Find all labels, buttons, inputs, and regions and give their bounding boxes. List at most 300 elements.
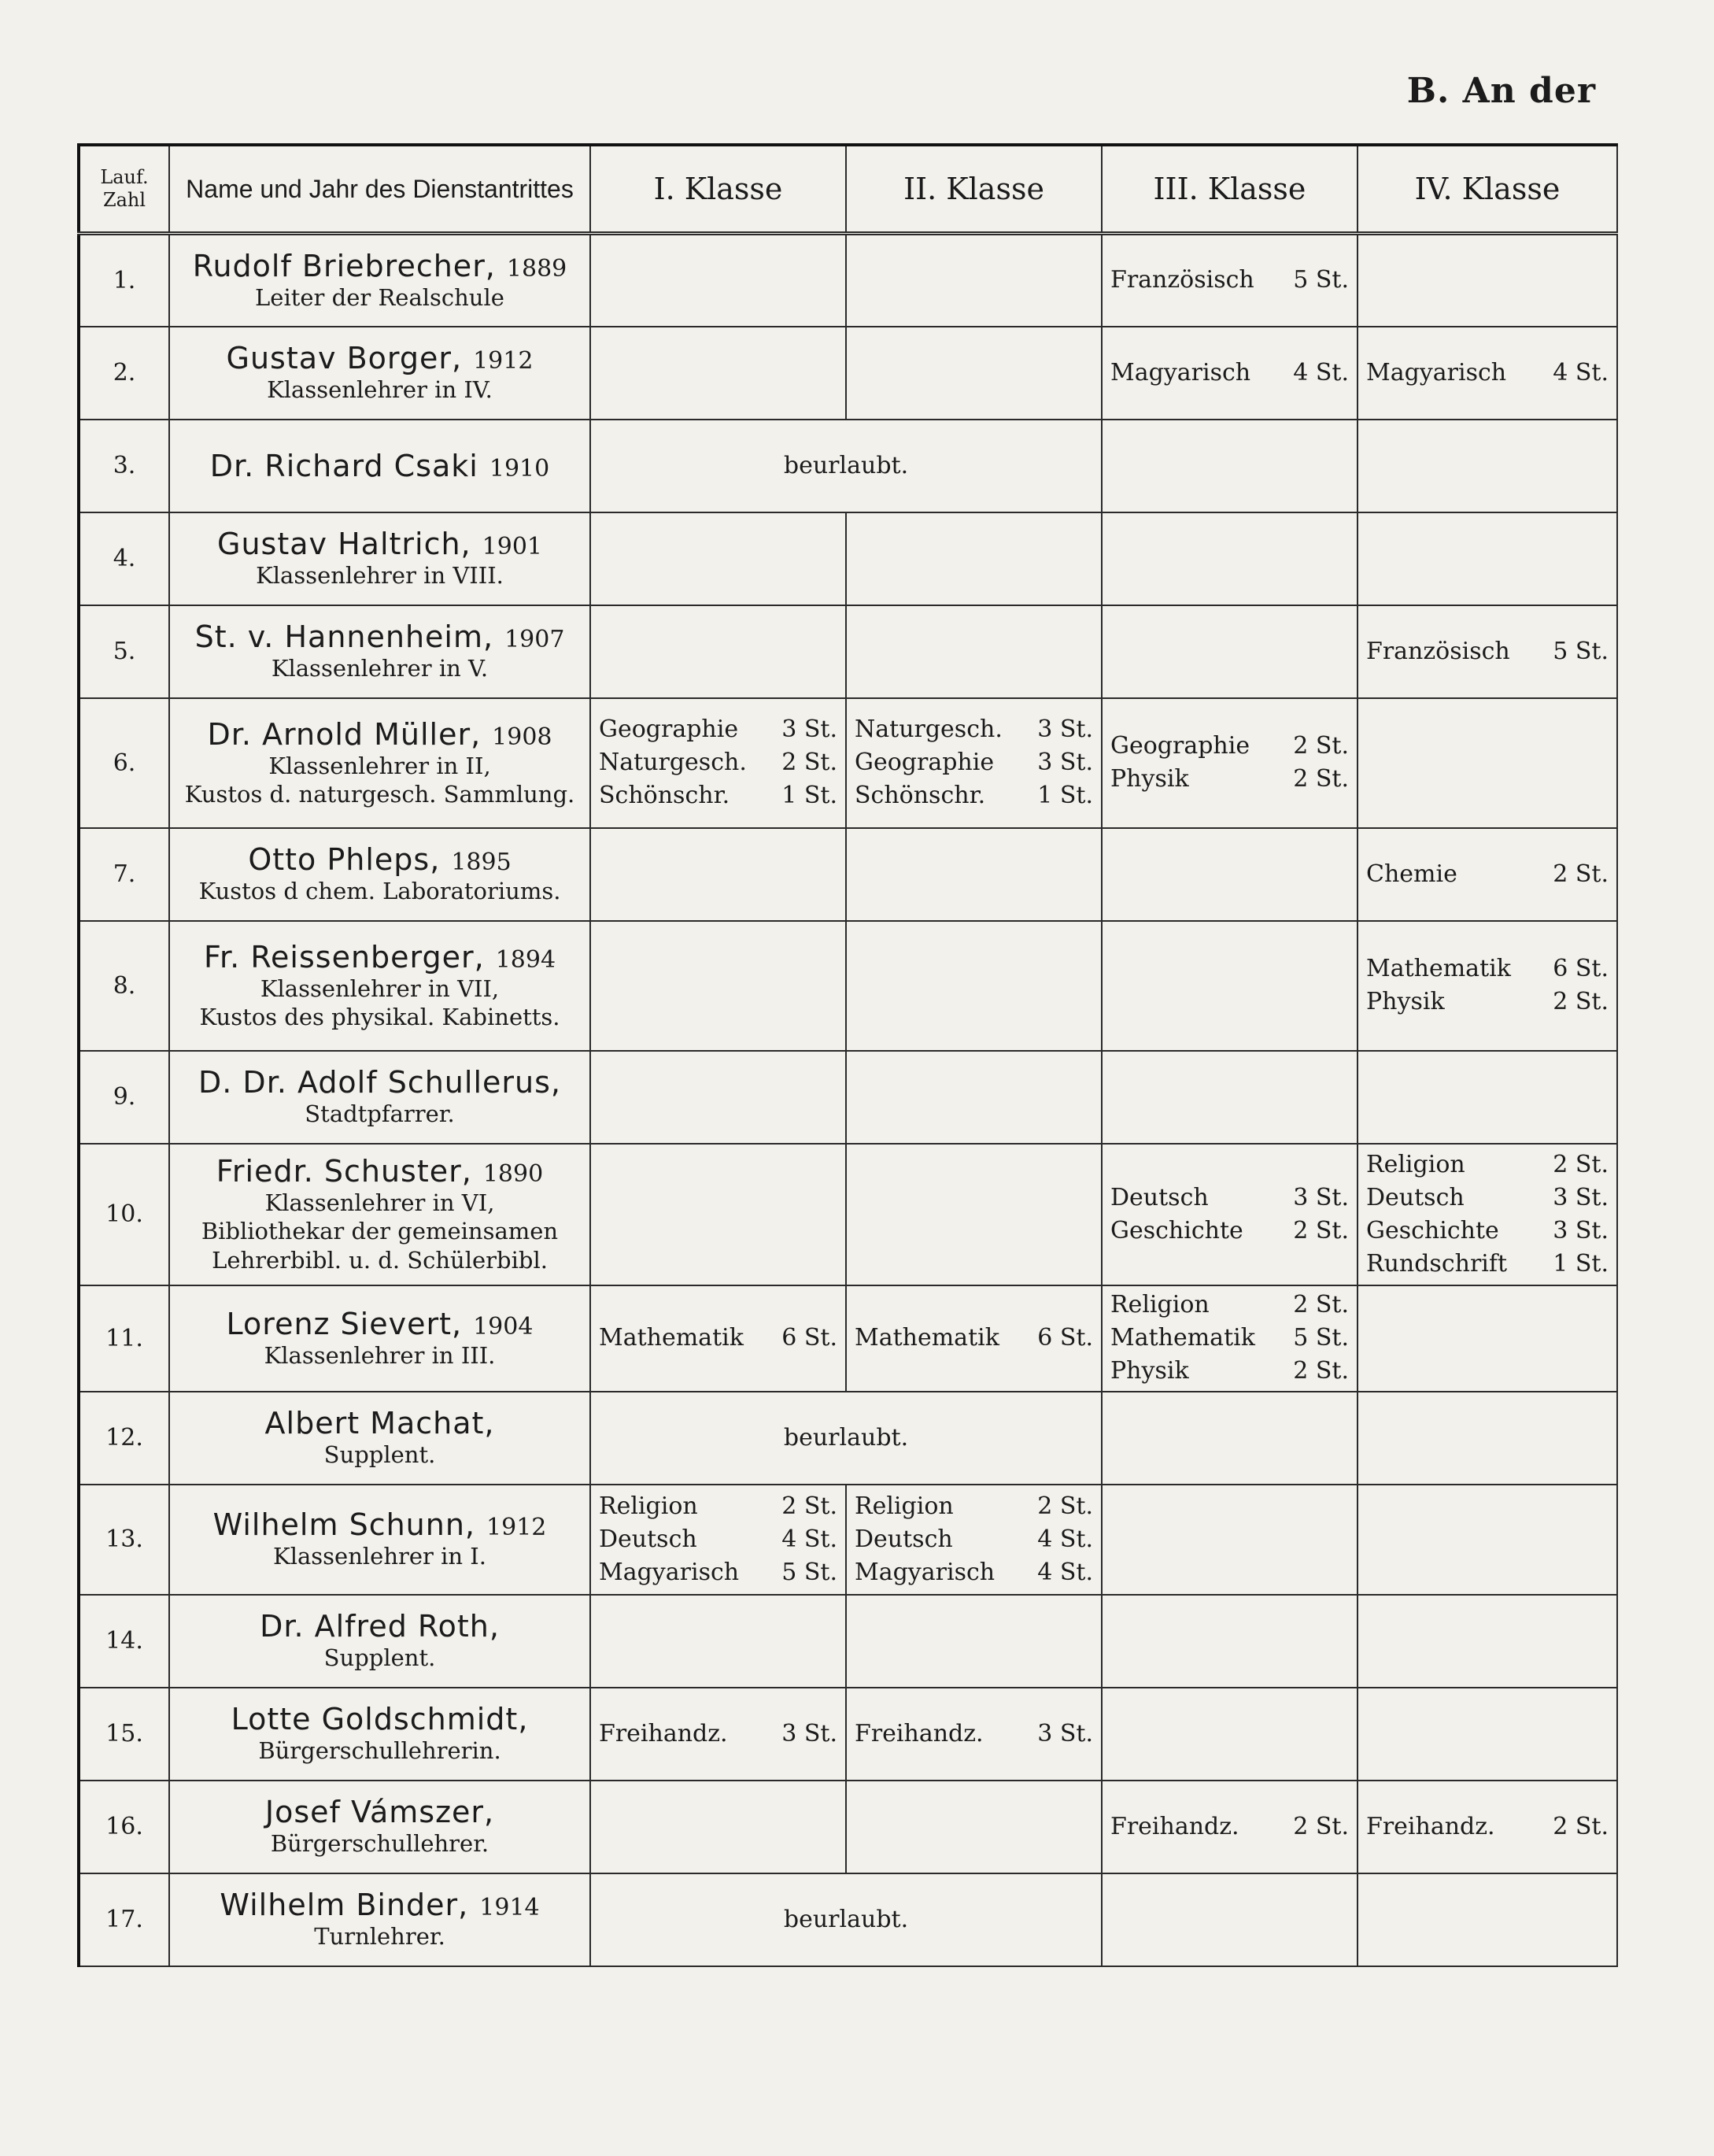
klasse-3-cell — [1102, 605, 1358, 698]
subject-name: Magyarisch — [855, 1558, 996, 1586]
subject-entry — [855, 1718, 1093, 1751]
subject-name: Magyarisch — [1366, 358, 1507, 386]
klasse-2-cell — [846, 234, 1102, 327]
service-year: 1912 — [486, 1514, 547, 1542]
table-row — [79, 605, 1617, 698]
subject-hours: 4 St. — [1553, 358, 1609, 386]
subject-entry — [855, 779, 1093, 812]
col-header-name: Name und Jahr des Dienstantrittes — [169, 145, 590, 234]
teacher-cell — [169, 1285, 590, 1392]
klasse-1-cell — [590, 1144, 846, 1285]
subject-name: Mathematik — [1110, 1324, 1255, 1352]
teacher-role: Bibliothekar der gemeinsamen — [201, 1218, 559, 1245]
subject-name: Mathematik — [599, 1324, 744, 1352]
teacher-name: Fr. Reissenberger, — [203, 939, 485, 974]
subject-entry — [855, 713, 1093, 746]
subject-hours: 3 St. — [1293, 1183, 1349, 1211]
subject-hours: 1 St. — [1553, 1249, 1609, 1278]
teacher-role: Bürgerschullehrer. — [270, 1830, 489, 1858]
subject-hours: 2 St. — [1553, 1150, 1609, 1178]
subject-hours: 3 St. — [1553, 1216, 1609, 1244]
klasse-2-cell — [846, 1595, 1102, 1688]
teacher-name: Dr. Arnold Müller, — [207, 716, 482, 752]
subject-entry — [855, 1523, 1093, 1556]
subject-entry — [855, 1322, 1093, 1355]
klasse-1-cell — [590, 327, 846, 420]
klasse-4-cell — [1358, 512, 1617, 605]
klasse-3-cell — [1102, 828, 1358, 921]
subject-hours: 4 St. — [781, 1525, 837, 1553]
table-row — [79, 1392, 1617, 1485]
klasse-2-cell — [846, 1051, 1102, 1144]
table-body — [79, 234, 1617, 1966]
table-row — [79, 1051, 1617, 1144]
klasse-1-cell — [590, 420, 1102, 512]
subject-name: Geographie — [855, 749, 995, 776]
subject-hours: 3 St. — [781, 716, 837, 743]
teacher-schedule-table — [77, 143, 1618, 1967]
subject-hours: 2 St. — [1037, 1492, 1093, 1520]
subject-hours: 2 St. — [1293, 1812, 1349, 1840]
table-row — [79, 1781, 1617, 1873]
col-header-lauf-zahl: Lauf. Zahl — [79, 145, 169, 234]
klasse-2-cell — [846, 698, 1102, 828]
teacher-name-line — [178, 1406, 582, 1440]
subject-entry — [1110, 357, 1349, 390]
subject-hours: 2 St. — [781, 1492, 837, 1520]
subject-entry — [1110, 1810, 1349, 1844]
subject-name: Rundschrift — [1366, 1249, 1508, 1278]
subject-hours: 5 St. — [781, 1558, 837, 1586]
row-number: 4. — [79, 512, 169, 605]
teacher-role: Supplent. — [323, 1644, 436, 1672]
klasse-2-cell — [846, 1285, 1102, 1392]
subject-hours: 6 St. — [781, 1324, 837, 1352]
service-year: 1889 — [506, 255, 567, 283]
subject-name: Geschichte — [1110, 1216, 1243, 1244]
teacher-name-line — [178, 1702, 582, 1736]
klasse-1-cell — [590, 1873, 1102, 1966]
subject-hours: 2 St. — [1553, 860, 1609, 888]
subject-name: Französisch — [1110, 266, 1254, 294]
teacher-cell — [169, 1873, 590, 1966]
subject-name: Magyarisch — [599, 1558, 740, 1586]
subject-name: Französisch — [1366, 637, 1510, 665]
col-header-klasse-3: III. Klasse — [1102, 145, 1358, 234]
klasse-4-cell — [1358, 1485, 1617, 1595]
teacher-cell — [169, 420, 590, 512]
service-year: 1908 — [492, 723, 552, 751]
subject-hours: 2 St. — [781, 749, 837, 776]
service-year: 1904 — [473, 1312, 534, 1341]
teacher-role: Bürgerschullehrerin. — [258, 1737, 501, 1765]
subject-name: Freihandz. — [1110, 1812, 1239, 1840]
subject-name: Naturgesch. — [855, 716, 1003, 743]
subject-name: Geographie — [1110, 732, 1250, 760]
subject-entry — [1366, 1182, 1609, 1215]
subject-name: Physik — [1110, 1357, 1189, 1385]
teacher-name: Otto Phleps, — [248, 842, 441, 878]
subject-name: Freihandz. — [599, 1719, 728, 1747]
subject-entry — [1110, 1182, 1349, 1215]
row-number: 6. — [79, 698, 169, 828]
row-number: 9. — [79, 1051, 169, 1144]
subject-name: Physik — [1110, 765, 1189, 793]
subject-name: Religion — [599, 1492, 698, 1520]
col-header-klasse-2: II. Klasse — [846, 145, 1102, 234]
leave-note: beurlaubt. — [783, 1424, 909, 1452]
klasse-2-cell — [846, 327, 1102, 420]
table-row — [79, 1144, 1617, 1285]
row-number: 5. — [79, 605, 169, 698]
subject-hours: 4 St. — [1037, 1525, 1093, 1553]
teacher-role: Kustos d. naturgesch. Sammlung. — [184, 781, 575, 808]
row-number: 15. — [79, 1688, 169, 1781]
teacher-name: Josef Vámszer, — [264, 1795, 495, 1830]
teacher-name: Albert Machat, — [264, 1406, 495, 1441]
subject-entry — [1366, 357, 1609, 390]
row-number: 13. — [79, 1485, 169, 1595]
table-row — [79, 698, 1617, 828]
klasse-2-cell — [846, 1688, 1102, 1781]
subject-hours: 3 St. — [781, 1719, 837, 1747]
klasse-1-cell — [590, 828, 846, 921]
subject-entry — [599, 1490, 837, 1523]
subject-hours: 3 St. — [1553, 1183, 1609, 1211]
subject-entry — [1366, 1810, 1609, 1844]
teacher-cell — [169, 605, 590, 698]
klasse-3-cell — [1102, 1285, 1358, 1392]
subject-hours: 3 St. — [1037, 716, 1093, 743]
teacher-cell — [169, 1051, 590, 1144]
teacher-name: Dr. Richard Csaki — [209, 448, 478, 483]
teacher-role: Klassenlehrer in VI, — [264, 1189, 495, 1217]
col-header-klasse-4: IV. Klasse — [1358, 145, 1617, 234]
teacher-cell — [169, 327, 590, 420]
klasse-4-cell — [1358, 420, 1617, 512]
subject-name: Deutsch — [1366, 1183, 1465, 1211]
teacher-name: Rudolf Briebrecher, — [192, 249, 496, 284]
subject-entry — [1110, 730, 1349, 763]
teacher-name-line — [178, 717, 582, 752]
subject-entry — [1110, 1289, 1349, 1322]
subject-hours: 6 St. — [1037, 1324, 1093, 1352]
teacher-name: Gustav Haltrich, — [217, 527, 471, 562]
teacher-cell — [169, 512, 590, 605]
klasse-3-cell — [1102, 1051, 1358, 1144]
teacher-name-line — [178, 1507, 582, 1542]
subject-hours: 4 St. — [1293, 358, 1349, 386]
subject-name: Religion — [1366, 1150, 1465, 1178]
subject-entry — [1366, 1148, 1609, 1182]
subject-name: Religion — [855, 1492, 954, 1520]
subject-entry — [855, 1490, 1093, 1523]
subject-hours: 4 St. — [1037, 1558, 1093, 1586]
klasse-1-cell — [590, 1285, 846, 1392]
klasse-3-cell — [1102, 1781, 1358, 1873]
subject-name: Magyarisch — [1110, 358, 1251, 386]
row-number: 11. — [79, 1285, 169, 1392]
subject-name: Mathematik — [1366, 955, 1511, 982]
teacher-name-line — [178, 1307, 582, 1341]
teacher-cell — [169, 1595, 590, 1688]
subject-hours: 2 St. — [1293, 765, 1349, 793]
klasse-4-cell — [1358, 1688, 1617, 1781]
klasse-2-cell — [846, 1485, 1102, 1595]
teacher-name: Gustav Borger, — [226, 341, 463, 376]
teacher-name: St. v. Hannenheim, — [194, 619, 494, 655]
row-number: 1. — [79, 234, 169, 327]
subject-entry — [1366, 858, 1609, 891]
service-year: 1914 — [479, 1894, 540, 1922]
leave-note: beurlaubt. — [783, 1906, 909, 1933]
teacher-name: Wilhelm Binder, — [220, 1888, 469, 1923]
teacher-name-line — [178, 449, 582, 483]
subject-hours: 5 St. — [1293, 1324, 1349, 1352]
klasse-4-cell — [1358, 1144, 1617, 1285]
teacher-name-line — [178, 1065, 582, 1100]
teacher-role: Lehrerbibl. u. d. Schülerbibl. — [212, 1246, 548, 1274]
subject-hours: 6 St. — [1553, 955, 1609, 982]
klasse-1-cell — [590, 1051, 846, 1144]
teacher-cell — [169, 1688, 590, 1781]
subject-entry — [599, 779, 837, 812]
teacher-role: Kustos des physikal. Kabinetts. — [199, 1004, 560, 1030]
subject-hours: 1 St. — [781, 782, 837, 809]
klasse-1-cell — [590, 605, 846, 698]
service-year: 1895 — [451, 849, 512, 877]
teacher-role: Klassenlehrer in I. — [273, 1543, 486, 1570]
table-row — [79, 1485, 1617, 1595]
table-row — [79, 921, 1617, 1051]
klasse-4-cell — [1358, 605, 1617, 698]
teacher-role: Klassenlehrer in VIII. — [256, 562, 504, 590]
klasse-4-cell — [1358, 234, 1617, 327]
service-year: 1907 — [504, 626, 565, 654]
klasse-1-cell — [590, 1595, 846, 1688]
subject-name: Schönschr. — [599, 782, 730, 809]
teacher-name: Lotte Goldschmidt, — [231, 1702, 529, 1737]
teacher-name-line — [178, 1795, 582, 1829]
klasse-4-cell — [1358, 327, 1617, 420]
klasse-2-cell — [846, 605, 1102, 698]
subject-entry — [1366, 1248, 1609, 1281]
subject-entry — [599, 1322, 837, 1355]
col-header-klasse-1: I. Klasse — [590, 145, 846, 234]
klasse-3-cell — [1102, 1392, 1358, 1485]
table-row — [79, 828, 1617, 921]
teacher-name: D. Dr. Adolf Schullerus, — [198, 1065, 561, 1100]
subject-entry — [855, 1556, 1093, 1589]
table-row — [79, 1595, 1617, 1688]
row-number: 14. — [79, 1595, 169, 1688]
row-number: 2. — [79, 327, 169, 420]
teacher-role: Klassenlehrer in II, — [268, 752, 491, 779]
subject-hours: 5 St. — [1293, 266, 1349, 294]
subject-name: Deutsch — [1110, 1183, 1209, 1211]
klasse-4-cell — [1358, 1781, 1617, 1873]
teacher-cell — [169, 1485, 590, 1595]
klasse-2-cell — [846, 921, 1102, 1051]
subject-entry — [1110, 1355, 1349, 1388]
klasse-3-cell — [1102, 921, 1358, 1051]
row-number: 16. — [79, 1781, 169, 1873]
subject-hours: 2 St. — [1553, 988, 1609, 1015]
klasse-2-cell — [846, 512, 1102, 605]
subject-entry — [1366, 1215, 1609, 1248]
klasse-4-cell — [1358, 1873, 1617, 1966]
klasse-4-cell — [1358, 921, 1617, 1051]
subject-name: Deutsch — [599, 1525, 697, 1553]
teacher-name: Friedr. Schuster, — [216, 1154, 472, 1189]
subject-name: Freihandz. — [1366, 1812, 1495, 1840]
subject-entry — [599, 713, 837, 746]
klasse-4-cell — [1358, 1392, 1617, 1485]
subject-entry — [599, 1718, 837, 1751]
subject-name: Physik — [1366, 988, 1445, 1015]
subject-hours: 2 St. — [1293, 1216, 1349, 1244]
klasse-4-cell — [1358, 1051, 1617, 1144]
subject-entry — [855, 746, 1093, 779]
row-number: 10. — [79, 1144, 169, 1285]
klasse-1-cell — [590, 1392, 1102, 1485]
klasse-3-cell — [1102, 420, 1358, 512]
subject-entry — [1366, 635, 1609, 668]
service-year: 1894 — [495, 945, 556, 974]
teacher-cell — [169, 1781, 590, 1873]
klasse-3-cell — [1102, 1144, 1358, 1285]
subject-name: Freihandz. — [855, 1719, 984, 1747]
teacher-cell — [169, 828, 590, 921]
subject-name: Schönschr. — [855, 782, 986, 809]
klasse-3-cell — [1102, 327, 1358, 420]
klasse-2-cell — [846, 828, 1102, 921]
teacher-cell — [169, 1144, 590, 1285]
table-row — [79, 512, 1617, 605]
subject-name: Mathematik — [855, 1324, 999, 1352]
subject-hours: 2 St. — [1293, 1357, 1349, 1385]
teacher-name: Wilhelm Schunn, — [212, 1507, 476, 1543]
klasse-4-cell — [1358, 828, 1617, 921]
teacher-name-line — [178, 249, 582, 283]
teacher-role: Supplent. — [323, 1441, 436, 1469]
teacher-cell — [169, 698, 590, 828]
teacher-name-line — [178, 1888, 582, 1922]
leave-note: beurlaubt. — [783, 452, 909, 479]
subject-name: Chemie — [1366, 860, 1457, 888]
table-row — [79, 420, 1617, 512]
service-year: 1912 — [473, 347, 534, 375]
table-row — [79, 1688, 1617, 1781]
row-number: 8. — [79, 921, 169, 1051]
header-row — [79, 145, 1617, 234]
subject-entry — [1110, 1322, 1349, 1355]
klasse-3-cell — [1102, 512, 1358, 605]
subject-hours: 2 St. — [1553, 1812, 1609, 1840]
klasse-3-cell — [1102, 1873, 1358, 1966]
teacher-cell — [169, 234, 590, 327]
subject-entry — [1110, 264, 1349, 297]
subject-entry — [1110, 1215, 1349, 1248]
teacher-role: Kustos d chem. Laboratoriums. — [198, 878, 561, 905]
klasse-4-cell — [1358, 1595, 1617, 1688]
klasse-2-cell — [846, 1144, 1102, 1285]
subject-entry — [599, 1523, 837, 1556]
subject-entry — [1366, 952, 1609, 986]
row-number: 3. — [79, 420, 169, 512]
klasse-3-cell — [1102, 1595, 1358, 1688]
klasse-3-cell — [1102, 698, 1358, 828]
table-row — [79, 234, 1617, 327]
row-number: 17. — [79, 1873, 169, 1966]
klasse-3-cell — [1102, 1485, 1358, 1595]
teacher-role: Klassenlehrer in III. — [264, 1341, 496, 1369]
teacher-name-line — [178, 527, 582, 561]
teacher-name-line — [178, 1609, 582, 1644]
klasse-3-cell — [1102, 234, 1358, 327]
table-row — [79, 1285, 1617, 1392]
subject-entry — [1366, 986, 1609, 1019]
klasse-1-cell — [590, 1781, 846, 1873]
table-row — [79, 1873, 1617, 1966]
teacher-role: Turnlehrer. — [314, 1923, 445, 1951]
teacher-name-line — [178, 940, 582, 974]
subject-hours: 2 St. — [1293, 1291, 1349, 1318]
subject-hours: 2 St. — [1293, 732, 1349, 760]
klasse-3-cell — [1102, 1688, 1358, 1781]
klasse-1-cell — [590, 512, 846, 605]
teacher-role: Klassenlehrer in V. — [271, 655, 489, 682]
subject-name: Deutsch — [855, 1525, 953, 1553]
teacher-name-line — [178, 1154, 582, 1189]
teacher-role: Klassenlehrer in VII, — [260, 974, 500, 1002]
teacher-name: Dr. Alfred Roth, — [260, 1609, 500, 1644]
row-number: 7. — [79, 828, 169, 921]
teacher-cell — [169, 1392, 590, 1485]
subject-hours: 3 St. — [1037, 1719, 1093, 1747]
klasse-2-cell — [846, 1781, 1102, 1873]
service-year: 1910 — [489, 454, 550, 483]
subject-name: Geographie — [599, 716, 739, 743]
subject-hours: 1 St. — [1037, 782, 1093, 809]
teacher-cell — [169, 921, 590, 1051]
row-number: 12. — [79, 1392, 169, 1485]
subject-hours: 5 St. — [1553, 637, 1609, 665]
klasse-4-cell — [1358, 698, 1617, 828]
section-heading: B. An der — [1406, 71, 1596, 111]
teacher-name-line — [178, 842, 582, 877]
teacher-name: Lorenz Sievert, — [226, 1306, 463, 1341]
subject-entry — [1110, 763, 1349, 796]
teacher-role: Klassenlehrer in IV. — [267, 376, 493, 404]
service-year: 1901 — [482, 533, 542, 561]
subject-entry — [599, 746, 837, 779]
service-year: 1890 — [482, 1160, 544, 1189]
klasse-1-cell — [590, 921, 846, 1051]
teacher-name-line — [178, 341, 582, 375]
table-row — [79, 327, 1617, 420]
subject-name: Naturgesch. — [599, 749, 747, 776]
subject-entry — [599, 1556, 837, 1589]
klasse-1-cell — [590, 1688, 846, 1781]
klasse-1-cell — [590, 1485, 846, 1595]
klasse-1-cell — [590, 234, 846, 327]
teacher-role: Leiter der Realschule — [255, 284, 504, 312]
klasse-1-cell — [590, 698, 846, 828]
subject-name: Geschichte — [1366, 1216, 1499, 1244]
teacher-role: Stadtpfarrer. — [305, 1100, 455, 1128]
subject-name: Religion — [1110, 1291, 1210, 1318]
